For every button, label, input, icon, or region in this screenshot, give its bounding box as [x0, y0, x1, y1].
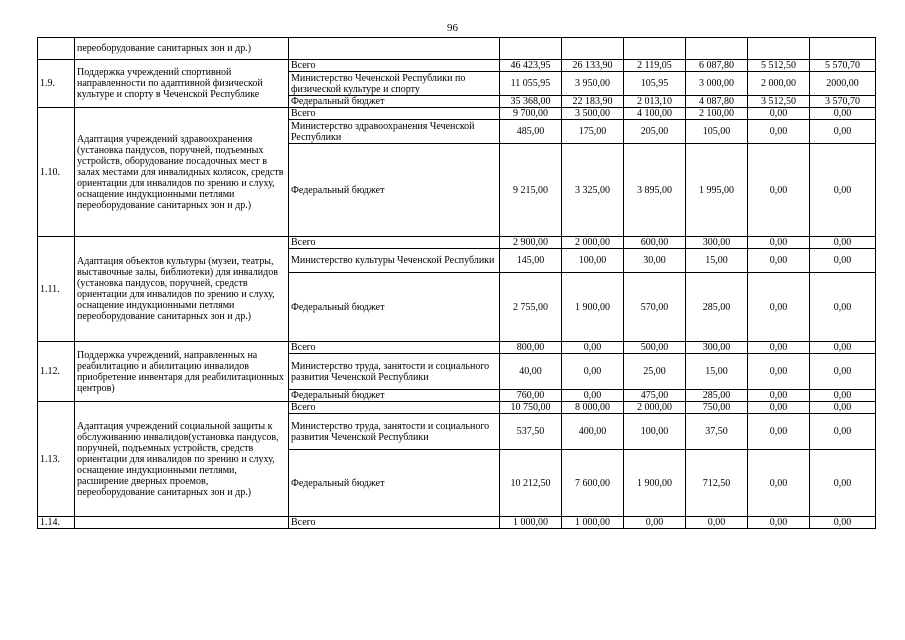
- amount-cell: 0,00: [810, 402, 876, 414]
- amount-cell: 485,00: [500, 120, 562, 144]
- amount-cell: 800,00: [500, 342, 562, 354]
- amount-cell: 15,00: [686, 249, 748, 273]
- table-row: [38, 517, 876, 529]
- amount-cell: [624, 38, 686, 60]
- amount-cell: 175,00: [562, 120, 624, 144]
- amount-cell: 105,95: [624, 72, 686, 96]
- amount-cell: 40,00: [500, 354, 562, 390]
- table-row: [38, 402, 876, 414]
- measure-description: Адаптация учреждений социальной защиты к обслуживанию инвалидов(установка пандусов, поручней, подъемных устройств, средств ориентации для инвалидов по зрению и слуху, оснащение индукционными петлями, расширение дверных проемов, переоборудование санитарных зон и др.): [75, 402, 289, 517]
- funding-source: Всего: [289, 402, 500, 414]
- amount-cell: 0,00: [562, 390, 624, 402]
- amount-cell: 7 600,00: [562, 450, 624, 517]
- amount-cell: 8 000,00: [562, 402, 624, 414]
- amount-cell: 0,00: [686, 517, 748, 529]
- amount-cell: 3 000,00: [686, 72, 748, 96]
- amount-cell: [500, 38, 562, 60]
- measure-description: Поддержка учреждений спортивной направленности по адаптивной физической культуре и спорту в Чеченской Республике: [75, 60, 289, 108]
- amount-cell: 11 055,95: [500, 72, 562, 96]
- amount-cell: 0,00: [748, 108, 810, 120]
- amount-cell: 5 512,50: [748, 60, 810, 72]
- amount-cell: 500,00: [624, 342, 686, 354]
- amount-cell: 0,00: [810, 249, 876, 273]
- row-number: [38, 38, 75, 60]
- amount-cell: 0,00: [810, 390, 876, 402]
- amount-cell: 0,00: [748, 120, 810, 144]
- amount-cell: 205,00: [624, 120, 686, 144]
- measure-description: [75, 517, 289, 529]
- funding-source: Министерство культуры Чеченской Республики: [289, 249, 500, 273]
- amount-cell: 400,00: [562, 414, 624, 450]
- amount-cell: 25,00: [624, 354, 686, 390]
- amount-cell: 0,00: [810, 342, 876, 354]
- amount-cell: 105,00: [686, 120, 748, 144]
- amount-cell: 0,00: [748, 450, 810, 517]
- funding-source: Министерство труда, занятости и социального развития Чеченской Республики: [289, 414, 500, 450]
- amount-cell: 0,00: [748, 517, 810, 529]
- amount-cell: 0,00: [748, 390, 810, 402]
- amount-cell: 0,00: [562, 342, 624, 354]
- amount-cell: 0,00: [624, 517, 686, 529]
- row-number: 1.13.: [38, 402, 75, 517]
- amount-cell: 0,00: [810, 237, 876, 249]
- funding-source: [289, 38, 500, 60]
- table-row: [38, 60, 876, 72]
- funding-source: Министерство здравоохранения Чеченской Республики: [289, 120, 500, 144]
- amount-cell: 570,00: [624, 273, 686, 342]
- amount-cell: 1 000,00: [500, 517, 562, 529]
- amount-cell: 0,00: [748, 342, 810, 354]
- amount-cell: 0,00: [748, 249, 810, 273]
- amount-cell: 9 700,00: [500, 108, 562, 120]
- page-number: 96: [447, 22, 458, 34]
- amount-cell: 2 013,10: [624, 96, 686, 108]
- amount-cell: 0,00: [748, 414, 810, 450]
- amount-cell: 3 950,00: [562, 72, 624, 96]
- amount-cell: 0,00: [748, 354, 810, 390]
- amount-cell: 760,00: [500, 390, 562, 402]
- amount-cell: 0,00: [748, 237, 810, 249]
- amount-cell: 30,00: [624, 249, 686, 273]
- funding-source: Всего: [289, 60, 500, 72]
- table-row: [38, 38, 876, 60]
- funding-source: Федеральный бюджет: [289, 450, 500, 517]
- amount-cell: 1 900,00: [562, 273, 624, 342]
- amount-cell: 2 119,05: [624, 60, 686, 72]
- funding-source: Всего: [289, 237, 500, 249]
- budget-table-body: [38, 38, 876, 529]
- amount-cell: 35 368,00: [500, 96, 562, 108]
- amount-cell: 5 570,70: [810, 60, 876, 72]
- amount-cell: [562, 38, 624, 60]
- amount-cell: 712,50: [686, 450, 748, 517]
- measure-description: Адаптация учреждений здравоохранения (установка пандусов, поручней, подъемных устройств, оборудование посадочных мест в залах местами для инвалидных колясок, средств ориентации для инвалидов по зрению и слуху, оснащение индукционными петлями переоборудование санитарных зон и др.): [75, 108, 289, 237]
- amount-cell: [810, 38, 876, 60]
- amount-cell: 0,00: [810, 108, 876, 120]
- amount-cell: 285,00: [686, 390, 748, 402]
- amount-cell: 1 900,00: [624, 450, 686, 517]
- table-row: [38, 237, 876, 249]
- amount-cell: 26 133,90: [562, 60, 624, 72]
- amount-cell: [748, 38, 810, 60]
- amount-cell: 537,50: [500, 414, 562, 450]
- funding-source: Всего: [289, 108, 500, 120]
- amount-cell: 37,50: [686, 414, 748, 450]
- amount-cell: 2 900,00: [500, 237, 562, 249]
- amount-cell: 0,00: [748, 273, 810, 342]
- amount-cell: 46 423,95: [500, 60, 562, 72]
- amount-cell: 100,00: [562, 249, 624, 273]
- amount-cell: 3 895,00: [624, 144, 686, 237]
- amount-cell: 2 100,00: [686, 108, 748, 120]
- amount-cell: 300,00: [686, 237, 748, 249]
- amount-cell: 3 500,00: [562, 108, 624, 120]
- funding-source: Федеральный бюджет: [289, 96, 500, 108]
- amount-cell: 0,00: [748, 144, 810, 237]
- amount-cell: 6 087,80: [686, 60, 748, 72]
- amount-cell: 0,00: [810, 414, 876, 450]
- funding-source: Министерство труда, занятости и социального развития Чеченской Республики: [289, 354, 500, 390]
- amount-cell: 1 995,00: [686, 144, 748, 237]
- amount-cell: 15,00: [686, 354, 748, 390]
- amount-cell: 4 087,80: [686, 96, 748, 108]
- amount-cell: 0,00: [810, 517, 876, 529]
- amount-cell: 2000,00: [810, 72, 876, 96]
- amount-cell: 0,00: [810, 273, 876, 342]
- measure-description: Поддержка учреждений, направленных на реабилитацию и абилитацию инвалидов приобретение инвентаря для реабилитационных центров): [75, 342, 289, 402]
- amount-cell: 0,00: [810, 144, 876, 237]
- row-number: 1.14.: [38, 517, 75, 529]
- amount-cell: 2 000,00: [624, 402, 686, 414]
- amount-cell: 0,00: [748, 402, 810, 414]
- funding-source: Всего: [289, 342, 500, 354]
- amount-cell: 0,00: [810, 120, 876, 144]
- amount-cell: 3 512,50: [748, 96, 810, 108]
- amount-cell: 4 100,00: [624, 108, 686, 120]
- funding-source: Федеральный бюджет: [289, 273, 500, 342]
- funding-source: Федеральный бюджет: [289, 144, 500, 237]
- funding-source: Министерство Чеченской Республики по физической культуре и спорту: [289, 72, 500, 96]
- amount-cell: 22 183,90: [562, 96, 624, 108]
- amount-cell: 0,00: [810, 354, 876, 390]
- budget-table: [37, 37, 876, 529]
- row-number: 1.10.: [38, 108, 75, 237]
- amount-cell: 475,00: [624, 390, 686, 402]
- amount-cell: 0,00: [562, 354, 624, 390]
- funding-source: Федеральный бюджет: [289, 390, 500, 402]
- amount-cell: 10 750,00: [500, 402, 562, 414]
- amount-cell: 3 570,70: [810, 96, 876, 108]
- measure-description: Адаптация объектов культуры (музеи, театры, выставочные залы, библиотеки) для инвалидов (установка пандусов, поручней, средств ориентации для инвалидов по зрению и слуху, оснащение индукционными петлями переоборудование санитарных зон и др.): [75, 237, 289, 342]
- amount-cell: 300,00: [686, 342, 748, 354]
- amount-cell: 2 755,00: [500, 273, 562, 342]
- row-number: 1.11.: [38, 237, 75, 342]
- row-number: 1.9.: [38, 60, 75, 108]
- amount-cell: 2 000,00: [748, 72, 810, 96]
- funding-source: Всего: [289, 517, 500, 529]
- amount-cell: 3 325,00: [562, 144, 624, 237]
- measure-description: переоборудование санитарных зон и др.): [75, 38, 289, 60]
- amount-cell: 2 000,00: [562, 237, 624, 249]
- table-row: [38, 108, 876, 120]
- amount-cell: 0,00: [810, 450, 876, 517]
- amount-cell: [686, 38, 748, 60]
- amount-cell: 145,00: [500, 249, 562, 273]
- amount-cell: 10 212,50: [500, 450, 562, 517]
- amount-cell: 100,00: [624, 414, 686, 450]
- amount-cell: 750,00: [686, 402, 748, 414]
- amount-cell: 600,00: [624, 237, 686, 249]
- amount-cell: 9 215,00: [500, 144, 562, 237]
- amount-cell: 285,00: [686, 273, 748, 342]
- row-number: 1.12.: [38, 342, 75, 402]
- table-row: [38, 342, 876, 354]
- amount-cell: 1 000,00: [562, 517, 624, 529]
